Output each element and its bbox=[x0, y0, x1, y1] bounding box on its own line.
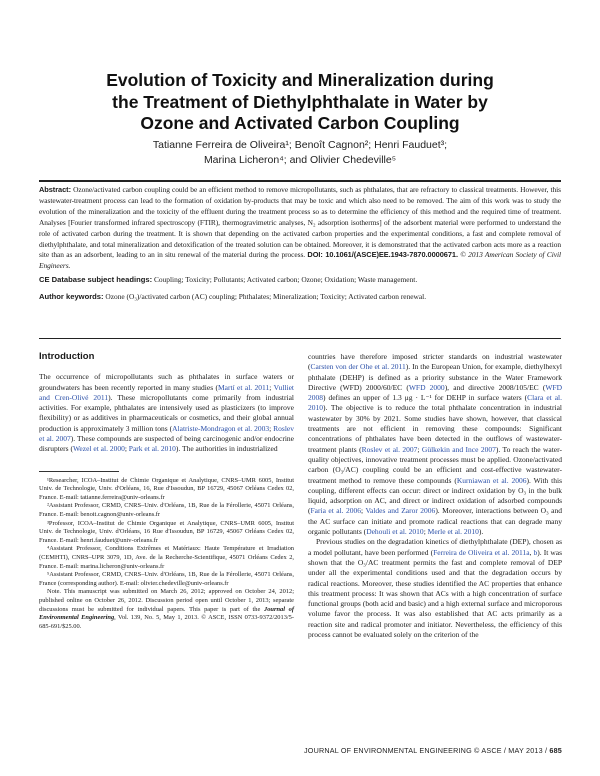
right-column bbox=[308, 352, 562, 640]
abstract-label: Abstract: bbox=[39, 185, 71, 194]
citation-link[interactable]: Valdes and Zaror 2006 bbox=[365, 506, 436, 516]
page-footer bbox=[300, 746, 562, 755]
author-keywords-text: Ozone (O₃)/activated carbon (AC) coupling; Phthalates; Mineralization; Toxicity; Activated carbon renewal. bbox=[105, 292, 427, 302]
citation-link[interactable]: Dehouli et al. 2010 bbox=[366, 527, 424, 537]
citation-link[interactable]: Vulliet and Cren-Olivé 2011 bbox=[39, 382, 294, 402]
section-heading: Introduction bbox=[39, 351, 95, 362]
subject-headings-text: Coupling; Toxicity; Pollutants; Activated carbon; Ozone; Oxidation; Waste management. bbox=[153, 275, 418, 285]
citation-link[interactable]: WFD 2000 bbox=[408, 382, 445, 392]
citation-link[interactable]: b bbox=[533, 547, 538, 557]
title-line: the Treatment of Diethylphthalate in Water by bbox=[112, 91, 488, 112]
citation-link[interactable]: WFD 2008 bbox=[308, 382, 562, 403]
footnote-divider bbox=[39, 471, 119, 472]
article-title bbox=[40, 70, 560, 135]
citation-link[interactable]: Merle et al. 2010 bbox=[427, 527, 479, 537]
citation-link[interactable]: Roslev et al. 2007 bbox=[361, 444, 418, 454]
intro-paragraph: The occurrence of micropollutants such as phthalates in surface waters or groundwaters has been recently reported in many studies (Martí et al. 2011; Vulliet and Cren-Olivé 2011). These micropollutants come primarily from industrial activities. For example, phthalates are intensively used as plasticizers (to improve flexibility) or as additives in pharmaceuticals or cosmetics, and their global annual production is approximately 3 million tons (Alatriste-Mondragon et al. 2003; Roslev et al. 2007). These compounds are suspected of being carcinogenic and/or endocrine disrupters (Wezel et al. 2000; Park et al. 2010). The authorities in industrialized bbox=[39, 372, 295, 454]
subject-headings-label: CE Database subject headings: bbox=[39, 275, 153, 285]
left-column bbox=[39, 350, 294, 631]
section-divider bbox=[39, 338, 561, 339]
citation-link[interactable]: Clara et al. 2010 bbox=[308, 393, 562, 413]
citation-link[interactable]: Roslev et al. 2007 bbox=[39, 423, 295, 444]
body-paragraph: Previous studies on the degradation kinetics of diethylphthalate (DEP), chosen as a model pollutant, have been performed (Ferreira de Oliveira et al. 2011a, b). It was shown that the O₃/AC treatment permits the fast and complete removal of DEP under all the experimental conditions used and that the degradation occurs by radical reactions. Moreover, these studies identified the AC properties that enhance this treatment process: It was shown that ACs with a high concentration of surface functional groups (both acid and basic) and a high external surface and microporous volume favor the process. It was also established that AC acts primarily as a reaction site and radical promoter and initiator. Nevertheless, the efficiency of this process cannot be evaluated solely on the criterion of the bbox=[308, 537, 563, 640]
doi-link[interactable]: DOI: 10.1061/(ASCE)EE.1943-7870.0000671. bbox=[307, 250, 458, 260]
title-line: Ozone and Activated Carbon Coupling bbox=[140, 113, 460, 133]
author-keywords bbox=[39, 292, 561, 303]
citation-link[interactable]: Wezel et al. 2000 bbox=[72, 444, 125, 454]
footer-journal: JOURNAL OF ENVIRONMENTAL ENGINEERING © ASCE / MAY 2013 / bbox=[303, 746, 550, 755]
footnote: ¹Researcher, ICOA–Institut de Chimie Organique et Analytique, CNRS–UMR 6005, Institut Univ. de Technologie, Univ. d'Orléans, 16, Rue d'Issoudun, BP 16729, 45067 Orléans Cedex 02, France. E-mail: tatianne.ferreira@univ-orleans.fr bbox=[39, 476, 294, 501]
footnote: ⁵Assistant Professor, CRMD, CNRS–Univ. d'Orléans, 1B, Rue de la Férollerie, 45071 Orléans, France (corresponding author). E-mail: olivier.chedeville@univ-orleans.fr bbox=[39, 571, 294, 587]
author-list bbox=[40, 138, 560, 168]
subject-headings bbox=[39, 275, 561, 286]
citation-link[interactable]: Park et al. 2010 bbox=[128, 444, 176, 454]
authors-line: Tatianne Ferreira de Oliveira¹; Benoît Cagnon²; Henri Fauduet³; bbox=[152, 139, 448, 151]
author-keywords-label: Author keywords: bbox=[39, 292, 104, 302]
copyright-text: © 2013 American Society of Civil Engineers. bbox=[39, 250, 561, 271]
page-number: 685 bbox=[549, 746, 562, 755]
citation-link[interactable]: Carsten von der Ohe et al. 2011 bbox=[310, 362, 406, 372]
citation-link[interactable]: Kurniawan et al. 2006 bbox=[456, 475, 527, 485]
citation-link[interactable]: Alatriste-Mondragon et al. 2003 bbox=[172, 423, 270, 433]
citation-link[interactable]: Faria et al. 2006 bbox=[310, 506, 362, 516]
citation-link[interactable]: Gülkekin and Ince 2007 bbox=[421, 444, 496, 454]
footnote: ⁴Assistant Professor, Conditions Extrêmes et Matériaux: Haute Température et Irradiation (CEMHTI), CNRS–UPR 3079, 1D, Ave. de la Recherche-Scientifique, 45071 Orléans Cedex 2, France. E-mail: marina.licheron@univ-orleans.fr bbox=[39, 545, 294, 570]
body-paragraph: countries have therefore imposed stricter standards on industrial wastewater (Carsten von der Ohe et al. 2011). In the European Union, for example, diethylhexyl phthalate (DEHP) is defined as a priority substance in the Water Framework Directive (WFD) 2000/60/EC (WFD 2000), and directive 2008/105/EC (WFD 2008) defines an upper of 1.3 μg · L⁻¹ for DEHP in surface waters (Clara et al. 2010). The objective is to reduce the total phthalate concentration in industrial wastewater by 30% by 2021. Some studies have shown, however, that classical treatments are not efficient in removing these compounds: Significant concentrations of phthalates have been detected in the outflows of wastewater-treatment plants (Roslev et al. 2007; Gülkekin and Ince 2007). To reach the water-quality objectives, innovative treatment processes must be applied. Ozone/activated carbon (O₃/AC) coupling could be an efficient and cost-effective wastewater-treatment method to remove these compounds (Kurniawan et al. 2006). With this coupling, different effects can occur: direct or indirect oxidation by O₃ in the bulk liquid, adsorption on AC, and direct or indirect oxidation of adsorbed compounds (Faria et al. 2006; Valdes and Zaror 2006). Moreover, interactions between O₃ and the AC surface can initiate and promote radical reactions that can degrade many organic pollutants (Dehouli et al. 2010; Merle et al. 2010). bbox=[308, 352, 562, 537]
footnote: ²Assistant Professor, CRMD, CNRS–Univ. d'Orléans, 1B, Rue de la Férollerie, 45071 Orléans, France. E-mail: benoit.cagnon@univ-orleans.fr bbox=[39, 502, 294, 519]
manuscript-note: Note. This manuscript was submitted on March 26, 2012; approved on October 24, 2012; published online on October 26, 2012. Discussion period open until October 1, 2013; separate discussions must be submitted for individual papers. This paper is part of the Journal of Environmental Engineering, Vol. 139, No. 5, May 1, 2013. © ASCE, ISSN 0733-9372/2013/5-685-691/$25.00. bbox=[39, 588, 294, 630]
abstract-block bbox=[39, 180, 561, 303]
abstract-paragraph bbox=[39, 182, 561, 272]
abstract-text: Ozone/activated carbon coupling could be an efficient method to remove micropollutants, such as phthalates, that are refractory to classical treatments. However, this wastewater-treatment process can lead to the formation of oxidation by-products that may be toxic and which also need to be removed. The aim of this work was to study the evolution of the mineralization and the toxicity of the effluent during the treatment process so as to determine the efficiency of this method and the required time of treatment. Analyses [Fourier transformed infrared spectroscopy (FTIR), thermogravimetric analyses, N₂ adsorption isotherms] of the adsorbent material were performed to understand the role of activated carbon during the treatment. It is shown that depending on the activated carbon properties and the experimental conditions, a fast and complete removal of diethylphthalate, and total mineralization and detoxification of the treated solution can be obtained. Moreover, it is demonstrated that the activated carbon acts more as a reaction site than as an adsorbent, leading to an in situ renewal of the material during the process. bbox=[39, 185, 561, 260]
title-line: Evolution of Toxicity and Mineralization during bbox=[106, 70, 494, 90]
authors-line: Marina Licheron⁴; and Olivier Chedeville⁵ bbox=[203, 154, 397, 166]
citation-link[interactable]: Ferreira de Oliveira et al. 2011a bbox=[433, 547, 530, 557]
journal-name: Journal of Environmental Engineering bbox=[39, 605, 294, 622]
footnote: ³Professor, ICOA–Institut de Chimie Organique et Analytique, CNRS–UMR 6005, Institut Univ. de Technologie, Univ. d'Orléans, 16 Rue d'Issoudun, BP 16729, 45067 Orléans Cedex 02, France. E-mail: henri.fauduet@univ-orleans.fr bbox=[39, 519, 294, 544]
citation-link[interactable]: Martí et al. 2011 bbox=[218, 382, 270, 392]
